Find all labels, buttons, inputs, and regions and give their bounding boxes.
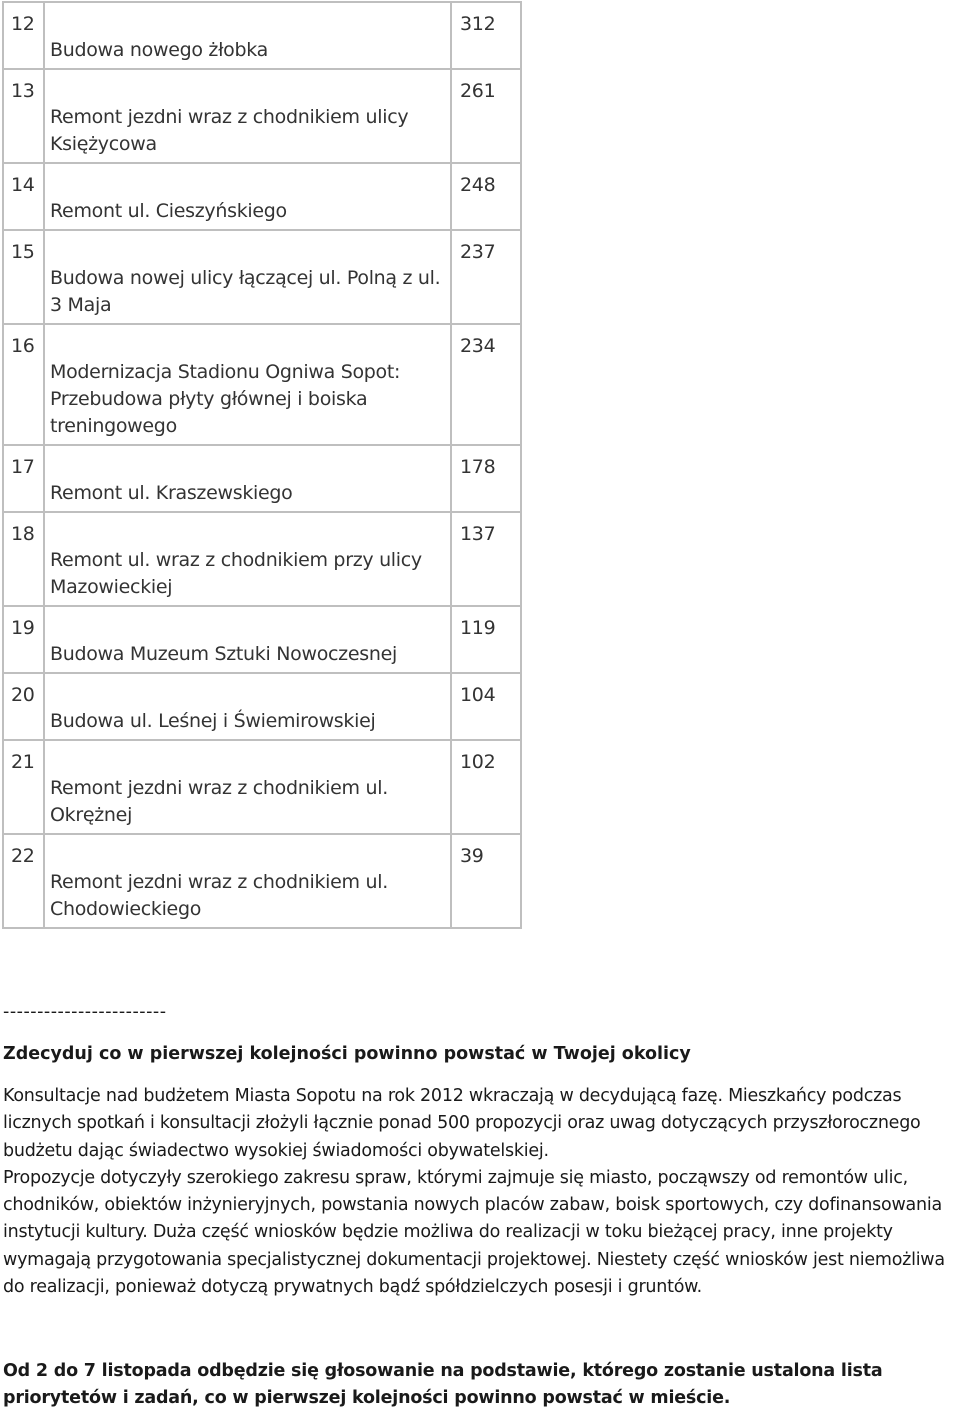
vote-count: 119 bbox=[451, 606, 521, 673]
project-name: Modernizacja Stadionu Ogniwa Sopot: Przebudowa płyty głównej i boiska treningowego bbox=[44, 324, 451, 445]
table-row bbox=[3, 2, 521, 69]
row-number: 12 bbox=[3, 2, 44, 69]
vote-count: 234 bbox=[451, 324, 521, 445]
row-number: 18 bbox=[3, 512, 44, 606]
project-name: Budowa nowego żłobka bbox=[44, 2, 451, 69]
voting-announcement: Od 2 do 7 listopada odbędzie się głosowanie na podstawie, którego zostanie ustalona lista priorytetów i zadań, co w pierwszej kolejności powinno powstać w mieście. bbox=[3, 1361, 883, 1409]
project-name: Remont jezdni wraz z chodnikiem ul. Chodowieckiego bbox=[44, 834, 451, 928]
body-text bbox=[3, 1083, 958, 1301]
project-name: Budowa Muzeum Sztuki Nowoczesnej bbox=[44, 606, 451, 673]
project-name: Remont ul. Cieszyńskiego bbox=[44, 163, 451, 230]
vote-count: 104 bbox=[451, 673, 521, 740]
vote-count: 261 bbox=[451, 69, 521, 163]
row-number: 19 bbox=[3, 606, 44, 673]
table-row bbox=[3, 230, 521, 324]
row-number: 20 bbox=[3, 673, 44, 740]
row-number: 22 bbox=[3, 834, 44, 928]
row-number: 16 bbox=[3, 324, 44, 445]
project-name: Remont ul. wraz z chodnikiem przy ulicy Mazowieckiej bbox=[44, 512, 451, 606]
separator-line: ------------------------ bbox=[3, 1002, 167, 1022]
vote-count: 237 bbox=[451, 230, 521, 324]
vote-count: 178 bbox=[451, 445, 521, 512]
projects-table bbox=[2, 1, 522, 929]
project-name: Budowa nowej ulicy łączącej ul. Polną z ul. 3 Maja bbox=[44, 230, 451, 324]
table-row bbox=[3, 69, 521, 163]
table-row bbox=[3, 740, 521, 834]
row-number: 14 bbox=[3, 163, 44, 230]
row-number: 15 bbox=[3, 230, 44, 324]
table-row bbox=[3, 834, 521, 928]
section-heading: Zdecyduj co w pierwszej kolejności powinno powstać w Twojej okolicy bbox=[3, 1044, 691, 1064]
table-row bbox=[3, 606, 521, 673]
table-row bbox=[3, 673, 521, 740]
project-name: Budowa ul. Leśnej i Świemirowskiej bbox=[44, 673, 451, 740]
project-name: Remont jezdni wraz z chodnikiem ulicy Księżycowa bbox=[44, 69, 451, 163]
project-name: Remont jezdni wraz z chodnikiem ul. Okrężnej bbox=[44, 740, 451, 834]
table-row bbox=[3, 445, 521, 512]
projects-table-body bbox=[3, 2, 521, 928]
vote-count: 102 bbox=[451, 740, 521, 834]
row-number: 13 bbox=[3, 69, 44, 163]
table-row bbox=[3, 512, 521, 606]
row-number: 21 bbox=[3, 740, 44, 834]
paragraph: Konsultacje nad budżetem Miasta Sopotu na rok 2012 wkraczają w decydującą fazę. Mieszkańcy podczas licznych spotkań i konsultacji złożyli łącznie ponad 500 propozycji oraz uwag dotyczących przyszłorocznego budżetu dając świadectwo wysokiej świadomości obywatelskiej. bbox=[3, 1086, 921, 1161]
vote-count: 248 bbox=[451, 163, 521, 230]
row-number: 17 bbox=[3, 445, 44, 512]
vote-count: 39 bbox=[451, 834, 521, 928]
project-name: Remont ul. Kraszewskiego bbox=[44, 445, 451, 512]
paragraph: Propozycje dotyczyły szerokiego zakresu spraw, którymi zajmuje się miasto, począwszy od remontów ulic, chodników, obiektów inżynieryjnych, powstania nowych placów zabaw, boisk sportowych, czy dofinansowania instytucji kultury. Duża część wniosków będzie możliwa do realizacji w toku bieżącej pracy, inne projekty wymagają przygotowania specjalistycznej dokumentacji projektowej. Niestety część wniosków jest niemożliwa do realizacji, ponieważ dotyczą prywatnych bądź spółdzielczych posesji i gruntów. bbox=[3, 1167, 945, 1298]
table-row bbox=[3, 324, 521, 445]
table-row bbox=[3, 163, 521, 230]
vote-count: 312 bbox=[451, 2, 521, 69]
vote-count: 137 bbox=[451, 512, 521, 606]
